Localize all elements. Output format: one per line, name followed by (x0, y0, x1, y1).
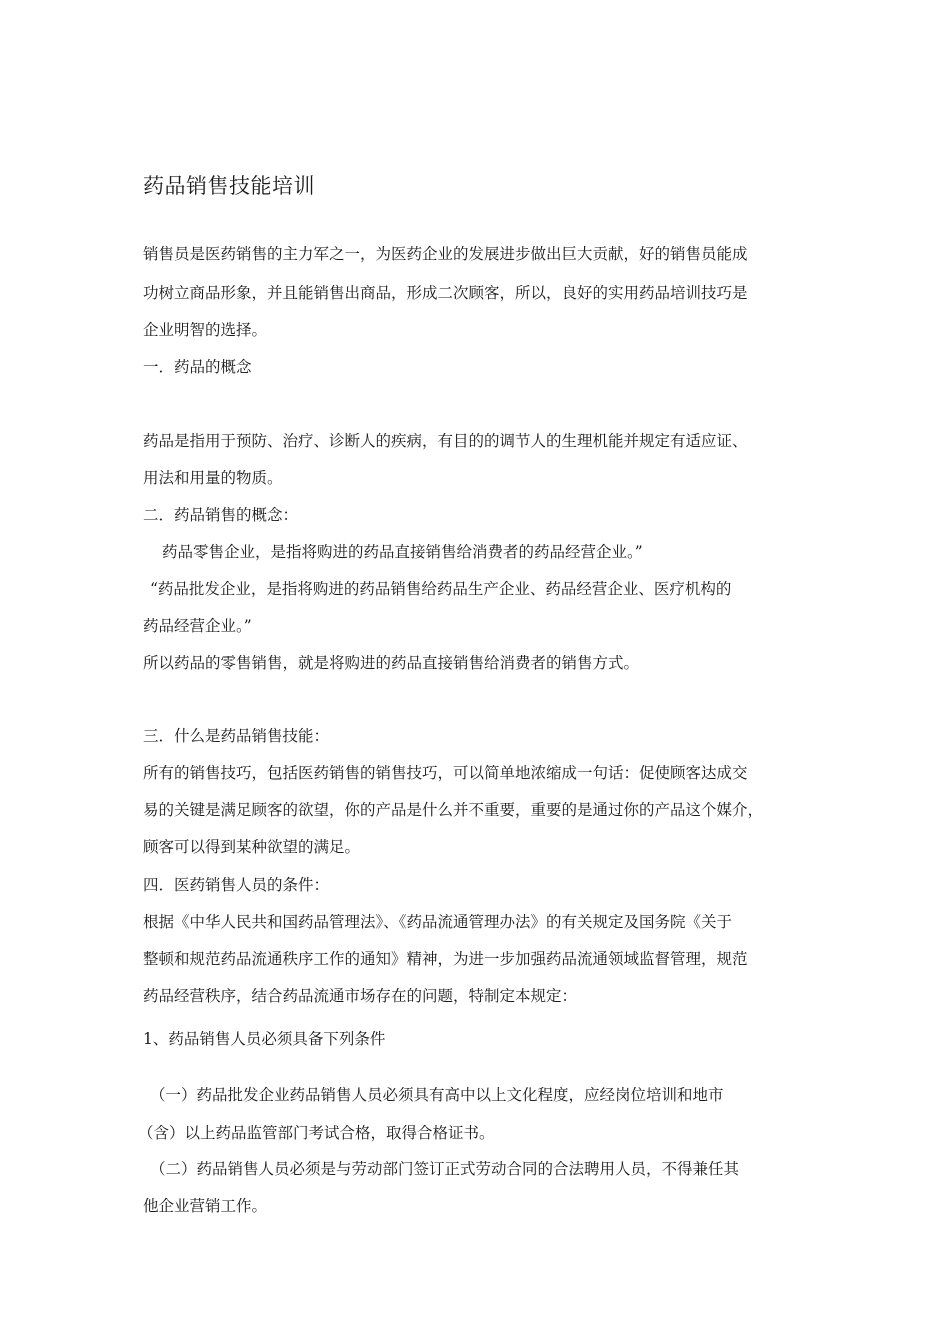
paragraph-line: 整顿和规范药品流通秩序工作的通知》精神，为进一步加强药品流通领域监督管理，规范 (143, 950, 748, 968)
paragraph-line: 药品经营企业。” (143, 617, 252, 635)
section-heading: 一．药品的概念 (143, 358, 252, 376)
paragraph-line: 根据《中华人民共和国药品管理法》、《药品流通管理办法》的有关规定及国务院《关于 (143, 913, 733, 931)
paragraph-line: （一）药品批发企业药品销售人员必须具有高中以上文化程度，应经岗位培训和地市 (150, 1086, 724, 1104)
paragraph-line: 功树立商品形象，并且能销售出商品，形成二次顾客，所以，良好的实用药品培训技巧是 (143, 284, 748, 302)
paragraph-line: “药品批发企业，是指将购进的药品销售给药品生产企业、药品经营企业、医疗机构的 (150, 580, 732, 598)
document-title: 药品销售技能培训 (143, 174, 315, 198)
paragraph-line: 用法和用量的物质。 (143, 469, 283, 487)
paragraph-line: （二）药品销售人员必须是与劳动部门签订正式劳动合同的合法聘用人员，不得兼任其 (150, 1160, 740, 1178)
paragraph-line: （含）以上药品监管部门考试合格，取得合格证书。 (138, 1124, 495, 1142)
paragraph-line: 药品零售企业，是指将购进的药品直接销售给消费者的药品经营企业。” (162, 543, 643, 561)
section-heading: 三．什么是药品销售技能： (143, 727, 330, 745)
paragraph-line: 所以药品的零售销售，就是将购进的药品直接销售给消费者的销售方式。 (143, 654, 640, 672)
paragraph-line: 企业明智的选择。 (143, 321, 268, 339)
section-heading: 二．药品销售的概念： (143, 506, 299, 524)
paragraph-line: 药品经营秩序，结合药品流通市场存在的问题，特制定本规定： (143, 987, 578, 1005)
section-heading: 四．医药销售人员的条件： (143, 876, 330, 894)
paragraph-line: 所有的销售技巧，包括医药销售的销售技巧，可以简单地浓缩成一句话：促使顾客达成交 (143, 764, 748, 782)
paragraph-line: 药品是指用于预防、治疗、诊断人的疾病，有目的的调节人的生理机能并规定有适应证、 (143, 432, 748, 450)
section-heading: 1、药品销售人员必须具备下列条件 (143, 1030, 386, 1048)
paragraph-line: 易的关键是满足顾客的欲望，你的产品是什么并不重要，重要的是通过你的产品这个媒介， (143, 801, 764, 819)
paragraph-line: 销售员是医药销售的主力军之一，为医药企业的发展进步做出巨大贡献，好的销售员能成 (143, 245, 748, 263)
paragraph-line: 他企业营销工作。 (143, 1197, 268, 1215)
paragraph-line: 顾客可以得到某种欲望的满足。 (143, 838, 361, 856)
